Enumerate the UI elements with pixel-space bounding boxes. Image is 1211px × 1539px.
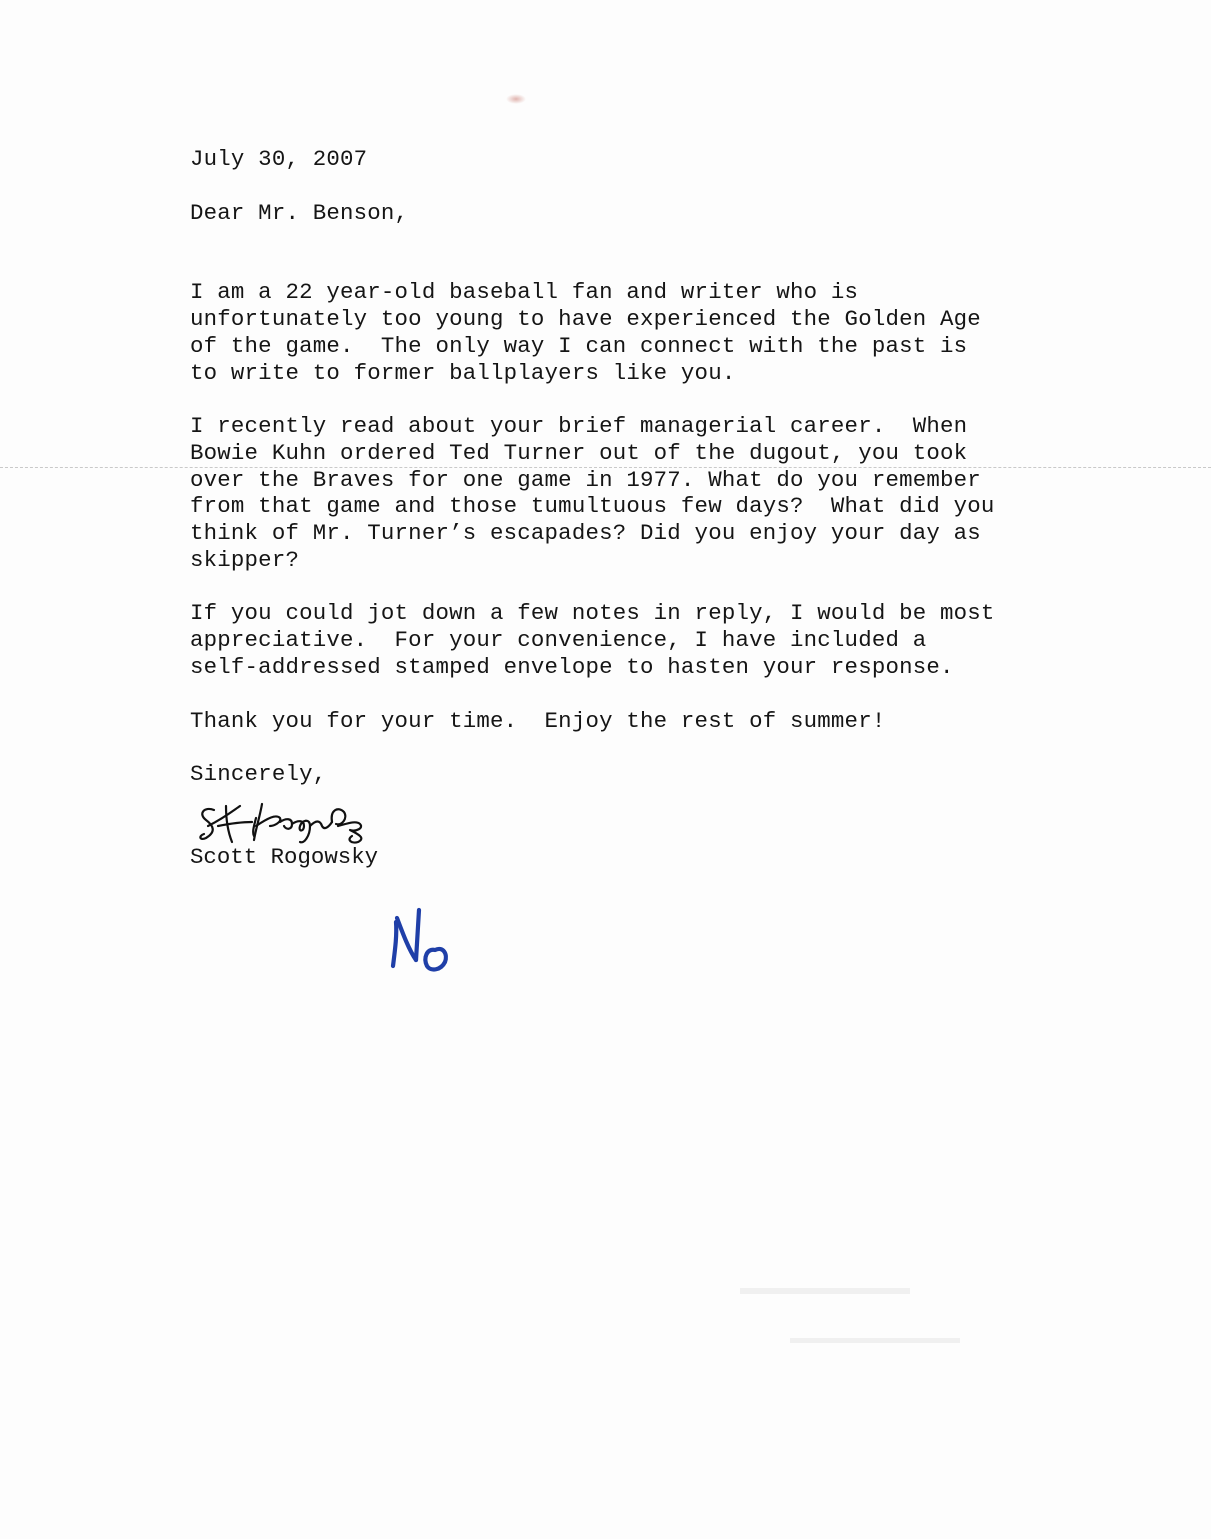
faint-scan-mark (790, 1338, 960, 1343)
handwritten-no (385, 900, 465, 980)
paragraph-thanks (190, 708, 1050, 735)
faint-scan-mark (740, 1288, 910, 1294)
text-line: I am a 22 year-old baseball fan and writer who is (190, 279, 859, 306)
paper-smudge (506, 94, 526, 104)
paragraph-question (190, 413, 1050, 573)
paragraph-intro (190, 279, 1050, 386)
text-line: skipper? (190, 546, 300, 573)
text-line: to write to former ballplayers like you. (190, 359, 736, 386)
text-line: If you could jot down a few notes in reply, I would be most (190, 600, 995, 627)
text-line: Thank you for your time. Enjoy the rest of summer! (190, 707, 886, 734)
text-line: over the Braves for one game in 1977. What do you remember (190, 466, 981, 493)
text-line: Bowie Kuhn ordered Ted Turner out of the dugout, you took (190, 439, 968, 466)
signature-scribble (196, 796, 376, 848)
handwritten-reply (385, 900, 465, 980)
text-line: unfortunately too young to have experienced the Golden Age (190, 306, 981, 333)
paragraph-request (190, 600, 1050, 680)
text-line: self-addressed stamped envelope to hasten your response. (190, 653, 954, 680)
letter-date: July 30, 2007 (190, 146, 368, 172)
letter-body (190, 146, 1050, 788)
text-line: of the game. The only way I can connect with the past is (190, 332, 968, 359)
text-line: think of Mr. Turner’s escapades? Did you enjoy your day as (190, 520, 981, 547)
signer-name: Scott Rogowsky (190, 844, 379, 870)
text-line: from that game and those tumultuous few days? What did you (190, 493, 995, 520)
letter-salutation: Dear Mr. Benson, (190, 199, 409, 226)
handwritten-signature (196, 796, 376, 848)
text-line: I recently read about your brief managerial career. When (190, 413, 968, 440)
text-line: appreciative. For your convenience, I have included a (190, 627, 927, 654)
letter-closing: Sincerely, (190, 761, 327, 788)
